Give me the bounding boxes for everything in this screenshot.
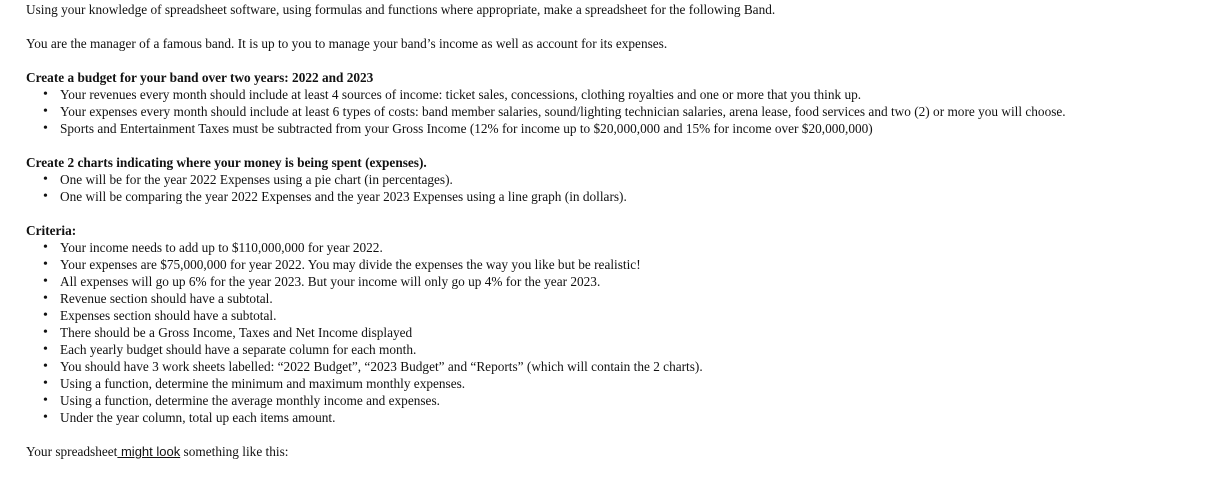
intro-line-1: Using your knowledge of spreadsheet software, using formulas and functions where appropriate, make a spreadsheet for the following Band. [26, 2, 776, 17]
list-item: • Your revenues every month should include at least 4 sources of income: ticket sales, concessions, clothing royalties and one or more that you think up. [43, 86, 1206, 103]
criteria-list [26, 239, 1206, 426]
list-item: • Revenue section should have a subtotal. [43, 290, 1206, 307]
closing-line [26, 443, 1206, 460]
list-item: • Your income needs to add up to $110,000,000 for year 2022. [43, 239, 1206, 256]
list-item: • Using a function, determine the average monthly income and expenses. [43, 392, 1206, 409]
list-item: • Your expenses every month should include at least 6 types of costs: band member salaries, sound/lighting technician salaries, arena lease, food services and two (2) or more you will choose. [43, 103, 1206, 120]
document-page [26, 1, 1206, 460]
might-look-link[interactable]: might look [117, 444, 181, 459]
list-item: • You should have 3 work sheets labelled: “2022 Budget”, “2023 Budget” and “Reports” (which will contain the 2 charts). [43, 358, 1206, 375]
charts-heading: Create 2 charts indicating where your money is being spent (expenses). [26, 155, 427, 170]
list-item: • There should be a Gross Income, Taxes and Net Income displayed [43, 324, 1206, 341]
list-item: • Each yearly budget should have a separate column for each month. [43, 341, 1206, 358]
list-item: • Your expenses are $75,000,000 for year 2022. You may divide the expenses the way you like but be realistic! [43, 256, 1206, 273]
charts-list [26, 171, 1206, 205]
budget-heading: Create a budget for your band over two years: 2022 and 2023 [26, 70, 374, 85]
list-item: • All expenses will go up 6% for the year 2023. But your income will only go up 4% for the year 2023. [43, 273, 1206, 290]
list-item: • Using a function, determine the minimum and maximum monthly expenses. [43, 375, 1206, 392]
list-item: • Expenses section should have a subtotal. [43, 307, 1206, 324]
closing-suffix: something like this: [180, 444, 289, 459]
intro-line-2: You are the manager of a famous band. It is up to you to manage your band’s income as well as account for its expenses. [26, 36, 668, 51]
closing-prefix: Your spreadsheet [26, 444, 118, 459]
budget-list [26, 86, 1206, 137]
list-item: • Under the year column, total up each items amount. [43, 409, 1206, 426]
list-item: • One will be comparing the year 2022 Expenses and the year 2023 Expenses using a line graph (in dollars). [43, 188, 1206, 205]
list-item: • One will be for the year 2022 Expenses using a pie chart (in percentages). [43, 171, 1206, 188]
list-item: • Sports and Entertainment Taxes must be subtracted from your Gross Income (12% for income up to $20,000,000 and 15% for income over $20,000,000) [43, 120, 1206, 137]
criteria-heading: Criteria: [26, 223, 77, 238]
